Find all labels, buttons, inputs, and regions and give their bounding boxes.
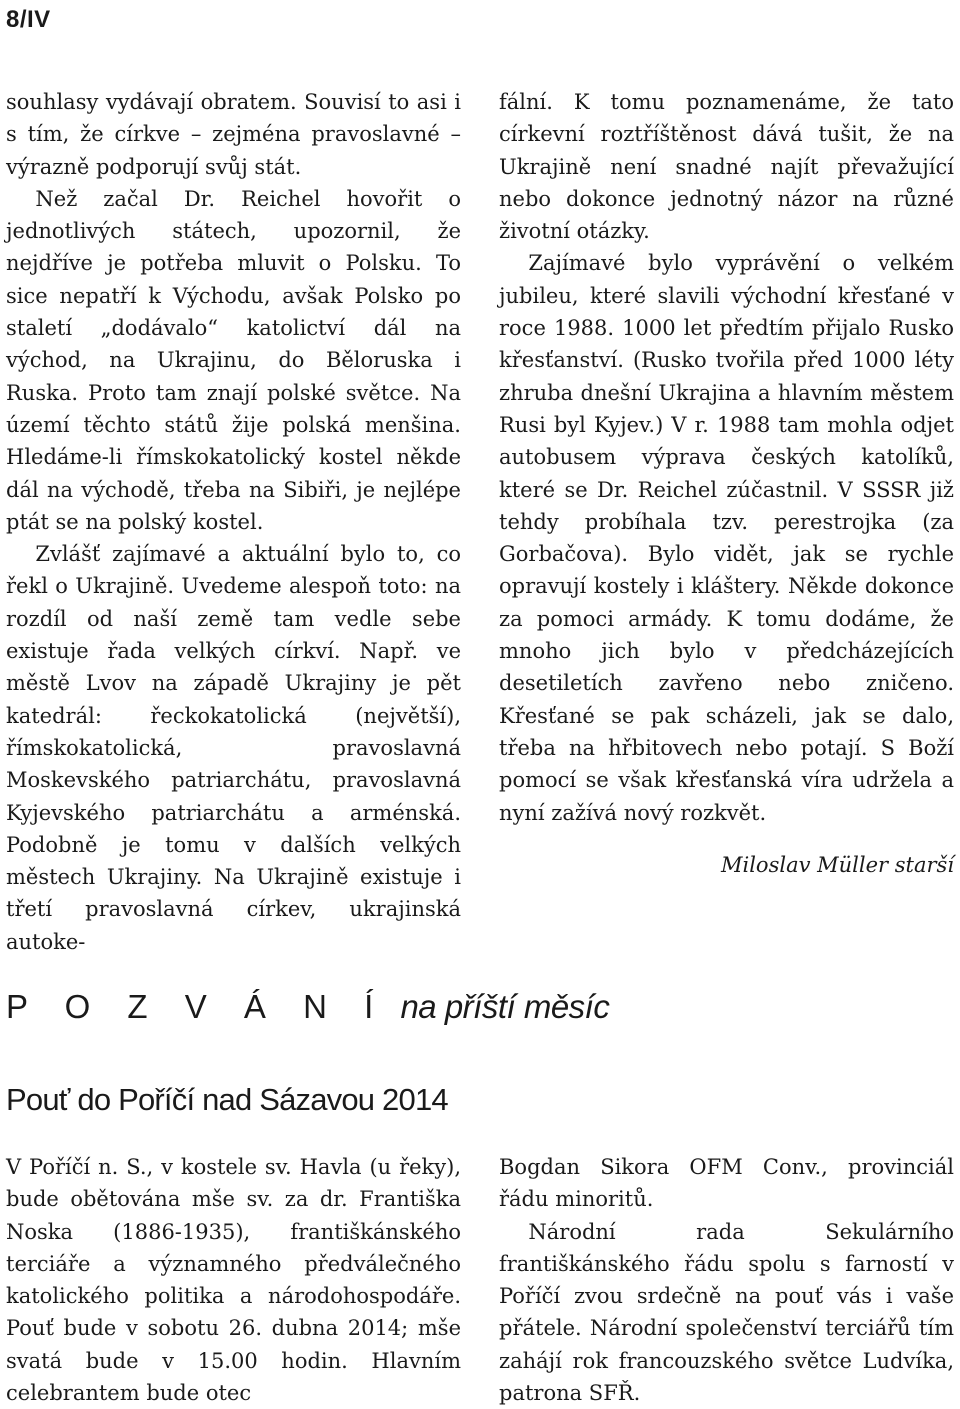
article-paragraph: Zvlášť zajímavé a aktuální bylo to, co řekl o Ukrajině. Uvedeme alespoň toto: na rozdíl od naší země tam vedle sebe existuje řada velkých církví. Např. ve městě Lvov na západě Ukrajiny je pět katedrál: řeckokatolická (největší), římskokatolická, pravoslavná Moskevského patriarchátu, pravoslavná Kyjevského patriarchátu a arménská. Podobně je tomu v dalších velkých městech Ukrajiny. Na Ukrajině existuje i třetí pravoslavná církev, ukrajinská autoke- [6,542,461,954]
invitation-subtitle: na příští měsíc [400,988,610,1025]
page-number: 8/IV [6,6,51,33]
invitation-paragraph: Národní rada Sekulárního františkánského řádu spolu s farností v Poříčí zvou srdečně na pouť vás i vaše přátele. Národní společenství terciářů tím zahájí rok francouzského světce Ludvíka, patrona SFŘ. [499,1219,954,1406]
event-title: Pouť do Poříčí nad Sázavou 2014 [6,1082,448,1117]
author-signature: Miloslav Müller starší [721,852,954,877]
invitation-label: P O Z V Á N Í [6,988,388,1025]
article-column-left [6,86,461,958]
invitation-paragraph: V Poříčí n. S., v kostele sv. Havla (u řeky), bude obětována mše sv. za dr. Františka Noska (1886-1935), františkánského terciáře a významného předválečného katolického politika a národohospodáře. Pouť bude v sobotu 26. dubna 2014; mše svatá bude v 15.00 hodin. Hlavním celebrantem bude otec [6,1155,461,1406]
article-column-right [499,86,954,881]
article-paragraph: Než začal Dr. Reichel hovořit o jednotlivých státech, upozornil, že nejdříve je potřeba mluvit o Polsku. To sice nepatří k Východu, avšak Polsko po staletí „dodávalo“ katolictví dál na východ, na Ukrajinu, do Běloruska i Ruska. Proto tam znají polské světce. Na území těchto států žije polská menšina. Hledáme-li římskokatolický kostel někde dál na východě, třeba na Sibiři, je nejlépe ptát se na polský kostel. [6,186,461,534]
invitation-heading [6,988,609,1026]
invitation-column-left [6,1151,461,1409]
article-paragraph: Zajímavé bylo vyprávění o velkém jubileu, které slavili východní křesťané v roce 1988. 1000 let předtím přijalo Rusko křesťanství. (Rusko tvořila před 1000 léty zhruba dnešní Ukrajina a hlavním městem Rusi byl Kyjev.) V r. 1988 tam mohla odjet autobusem výprava českých katolíků, které se Dr. Reichel zúčastnil. V SSSR již tehdy probíhala tzv. perestrojka (za Gorbačova). Bylo vidět, jak se rychle opravují kostely i kláštery. Někde dokonce za pomoci armády. K tomu dodáme, že mnoho jich bylo v předcházejících desetiletích zavřeno nebo zničeno. Křesťané se pak scházeli, jak se dalo, třeba na hřbitovech nebo potají. S Boží pomocí se však křesťanská víra udržela a nyní zažívá nový rozkvět. [499,251,954,825]
article-paragraph: fální. K tomu poznamenáme, že tato církevní roztříštěnost dává tušit, že na Ukrajině není snadné najít převažující nebo dokonce jednotný názor na různé životní otázky. [499,90,954,244]
article-paragraph: souhlasy vydávají obratem. Souvisí to asi i s tím, že církve – zejména pravoslavné – výrazně podporují svůj stát. [6,90,461,179]
invitation-column-right [499,1151,954,1409]
invitation-paragraph: Bogdan Sikora OFM Conv., provinciál řádu minoritů. [499,1155,954,1212]
